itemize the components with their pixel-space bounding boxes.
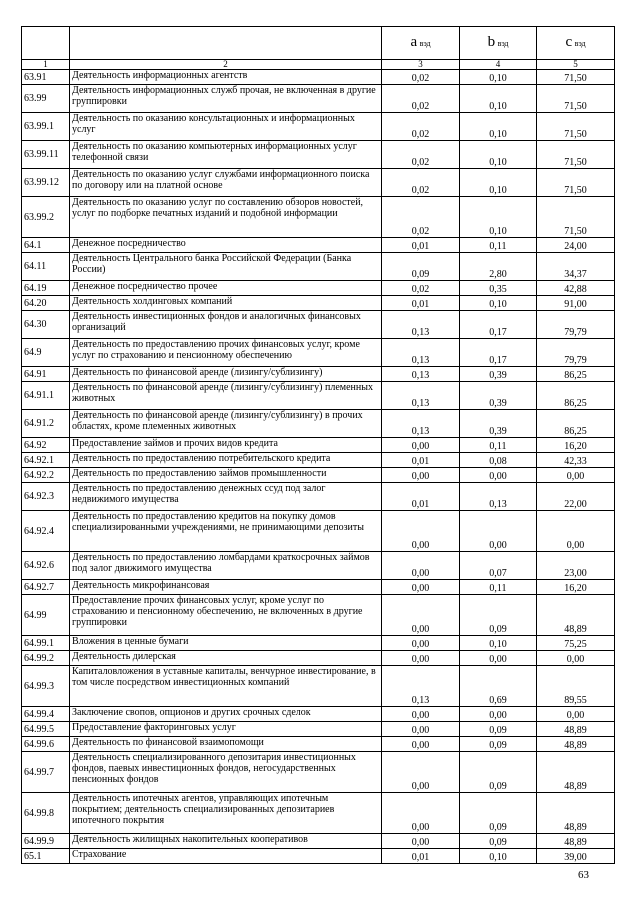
value-c: 79,79: [537, 311, 615, 339]
table-row: [22, 410, 615, 438]
activity-name: Деятельность по оказанию консультационных и информационных услуг: [70, 113, 382, 141]
activity-code: 64.99.9: [22, 834, 70, 849]
activity-code: 64.20: [22, 296, 70, 311]
activity-code: 64.99.7: [22, 752, 70, 793]
activity-name: Деятельность по финансовой аренде (лизингу/сублизингу): [70, 367, 382, 382]
value-b: 0,11: [460, 438, 537, 453]
value-b: 0,10: [460, 141, 537, 169]
column-index: 4: [460, 60, 537, 70]
value-b: 0,39: [460, 382, 537, 410]
table-row: [22, 511, 615, 552]
table-row: [22, 737, 615, 752]
value-a: 0,00: [382, 636, 460, 651]
table-row: [22, 367, 615, 382]
table-row: [22, 281, 615, 296]
activity-code: 63.99.1: [22, 113, 70, 141]
value-c: 0,00: [537, 707, 615, 722]
value-a: 0,13: [382, 311, 460, 339]
value-c: 71,50: [537, 70, 615, 85]
activity-code: 64.92.4: [22, 511, 70, 552]
activity-name: Деятельность по предоставлению денежных ссуд под залог недвижимого имущества: [70, 483, 382, 511]
table-row: [22, 707, 615, 722]
value-b: 0,09: [460, 834, 537, 849]
value-b: 0,10: [460, 197, 537, 238]
value-a: 0,01: [382, 483, 460, 511]
value-b: 0,10: [460, 636, 537, 651]
activity-name: Деятельность инвестиционных фондов и аналогичных финансовых организаций: [70, 311, 382, 339]
activity-code: 64.99.5: [22, 722, 70, 737]
column-index: 5: [537, 60, 615, 70]
table-row: [22, 580, 615, 595]
value-b: 0,10: [460, 113, 537, 141]
activity-name: Деятельность по предоставлению кредитов на покупку домов специализированными учреждениями, не принимающими депозиты: [70, 511, 382, 552]
value-a: 0,02: [382, 141, 460, 169]
value-c: 79,79: [537, 339, 615, 367]
column-index: 3: [382, 60, 460, 70]
table-row: [22, 468, 615, 483]
value-c: 48,89: [537, 722, 615, 737]
table-row: [22, 70, 615, 85]
value-a: 0,01: [382, 849, 460, 864]
activity-name: Страхование: [70, 849, 382, 864]
value-c: 23,00: [537, 552, 615, 580]
value-c: 91,00: [537, 296, 615, 311]
activity-name: Деятельность по предоставлению ломбардами краткосрочных займов под залог движимого имущества: [70, 552, 382, 580]
value-b: 0,17: [460, 311, 537, 339]
table-row: [22, 793, 615, 834]
activity-code: 63.99.12: [22, 169, 70, 197]
table-row: [22, 197, 615, 238]
value-a: 0,00: [382, 511, 460, 552]
value-a: 0,00: [382, 552, 460, 580]
value-a: 0,00: [382, 595, 460, 636]
value-a: 0,02: [382, 85, 460, 113]
value-c: 16,20: [537, 438, 615, 453]
value-a: 0,02: [382, 169, 460, 197]
table-row: [22, 666, 615, 707]
value-b: 0,11: [460, 580, 537, 595]
value-b: 0,13: [460, 483, 537, 511]
activity-name: Предоставление займов и прочих видов кредита: [70, 438, 382, 453]
value-a: 0,00: [382, 737, 460, 752]
value-a: 0,00: [382, 580, 460, 595]
activity-code: 64.99.1: [22, 636, 70, 651]
value-c: 16,20: [537, 580, 615, 595]
value-a: 0,13: [382, 367, 460, 382]
activity-code: 64.11: [22, 253, 70, 281]
value-c: 42,33: [537, 453, 615, 468]
value-c: 42,88: [537, 281, 615, 296]
value-b: 0,10: [460, 85, 537, 113]
table-row: [22, 253, 615, 281]
header-b-subscript: вэд: [497, 39, 509, 48]
activity-name: Деятельность микрофинансовая: [70, 580, 382, 595]
table-row: [22, 849, 615, 864]
value-b: 0,69: [460, 666, 537, 707]
table-row: [22, 483, 615, 511]
value-b: 0,00: [460, 707, 537, 722]
value-a: 0,00: [382, 752, 460, 793]
value-a: 0,02: [382, 113, 460, 141]
value-a: 0,13: [382, 666, 460, 707]
table-row: [22, 311, 615, 339]
activity-code: 64.92.2: [22, 468, 70, 483]
table-row: [22, 296, 615, 311]
table-row: [22, 339, 615, 367]
value-a: 0,02: [382, 197, 460, 238]
header-b-letter: b: [487, 34, 496, 50]
table-row: [22, 85, 615, 113]
value-b: 0,35: [460, 281, 537, 296]
activity-code: 63.99.11: [22, 141, 70, 169]
value-b: 0,00: [460, 468, 537, 483]
activity-code: 64.99.3: [22, 666, 70, 707]
value-c: 71,50: [537, 85, 615, 113]
table-row: [22, 834, 615, 849]
activity-name: Деятельность информационных агентств: [70, 70, 382, 85]
activity-code: 64.19: [22, 281, 70, 296]
header-a-letter: a: [410, 34, 418, 50]
value-c: 0,00: [537, 511, 615, 552]
table-row: [22, 722, 615, 737]
value-b: 0,17: [460, 339, 537, 367]
activity-name: Предоставление факторинговых услуг: [70, 722, 382, 737]
table-row: [22, 651, 615, 666]
table-row: [22, 453, 615, 468]
header-name-cell: [70, 27, 382, 60]
activity-name: Вложения в ценные бумаги: [70, 636, 382, 651]
table-row: [22, 438, 615, 453]
activity-name: Предоставление прочих финансовых услуг, кроме услуг по страхованию и пенсионному обеспечению, не включенных в другие группировки: [70, 595, 382, 636]
activity-code: 65.1: [22, 849, 70, 864]
activity-name: Капиталовложения в уставные капиталы, венчурное инвестирование, в том числе посредством инвестиционных компаний: [70, 666, 382, 707]
activity-code: 64.91: [22, 367, 70, 382]
activity-code: 64.99: [22, 595, 70, 636]
table-row: [22, 552, 615, 580]
value-a: 0,09: [382, 253, 460, 281]
activity-name: Денежное посредничество: [70, 238, 382, 253]
activity-name: Деятельность Центрального банка Российской Федерации (Банка России): [70, 253, 382, 281]
value-b: 0,00: [460, 651, 537, 666]
value-a: 0,00: [382, 651, 460, 666]
activity-code: 63.99: [22, 85, 70, 113]
activity-code: 64.99.6: [22, 737, 70, 752]
table-row: [22, 113, 615, 141]
activity-name: Деятельность по финансовой взаимопомощи: [70, 737, 382, 752]
activity-code: 64.99.2: [22, 651, 70, 666]
header-col-c: [537, 27, 615, 60]
table-row: [22, 752, 615, 793]
activity-code: 64.92.6: [22, 552, 70, 580]
activity-code: 64.92.3: [22, 483, 70, 511]
value-c: 22,00: [537, 483, 615, 511]
value-b: 0,39: [460, 367, 537, 382]
activity-name: Деятельность по предоставлению прочих финансовых услуг, кроме услуг по страхованию и пенсионному обеспечению: [70, 339, 382, 367]
value-b: 0,39: [460, 410, 537, 438]
value-b: 0,11: [460, 238, 537, 253]
value-c: 71,50: [537, 197, 615, 238]
value-c: 71,50: [537, 113, 615, 141]
activity-code: 64.99.4: [22, 707, 70, 722]
value-c: 24,00: [537, 238, 615, 253]
coefficients-table: [21, 26, 615, 864]
activity-name: Денежное посредничество прочее: [70, 281, 382, 296]
value-b: 0,07: [460, 552, 537, 580]
value-c: 86,25: [537, 382, 615, 410]
value-c: 71,50: [537, 169, 615, 197]
value-a: 0,02: [382, 281, 460, 296]
table-row: [22, 382, 615, 410]
table-row: [22, 595, 615, 636]
table-row: [22, 169, 615, 197]
value-b: 0,08: [460, 453, 537, 468]
activity-code: 64.92.1: [22, 453, 70, 468]
value-b: 0,00: [460, 511, 537, 552]
activity-name: Заключение свопов, опционов и других срочных сделок: [70, 707, 382, 722]
value-a: 0,01: [382, 296, 460, 311]
value-b: 0,10: [460, 169, 537, 197]
value-a: 0,02: [382, 70, 460, 85]
column-index: 2: [70, 60, 382, 70]
value-c: 34,37: [537, 253, 615, 281]
value-b: 0,10: [460, 296, 537, 311]
activity-code: 64.92.7: [22, 580, 70, 595]
column-index: 1: [22, 60, 70, 70]
header-c-letter: c: [565, 34, 573, 50]
value-a: 0,01: [382, 453, 460, 468]
value-a: 0,13: [382, 339, 460, 367]
activity-code: 64.99.8: [22, 793, 70, 834]
value-a: 0,00: [382, 793, 460, 834]
value-c: 48,89: [537, 752, 615, 793]
value-b: 0,10: [460, 849, 537, 864]
activity-code: 64.9: [22, 339, 70, 367]
value-c: 89,55: [537, 666, 615, 707]
activity-code: 64.91.2: [22, 410, 70, 438]
value-b: 0,09: [460, 722, 537, 737]
value-c: 0,00: [537, 468, 615, 483]
value-a: 0,13: [382, 382, 460, 410]
header-a-subscript: вэд: [419, 39, 431, 48]
column-index-row: [22, 60, 615, 70]
header-col-a: [382, 27, 460, 60]
activity-name: Деятельность ипотечных агентов, управляющих ипотечным покрытием; деятельность специализированных депозитариев ипотечного покрытия: [70, 793, 382, 834]
activity-name: Деятельность по оказанию компьютерных информационных услуг телефонной связи: [70, 141, 382, 169]
header-code-cell: [22, 27, 70, 60]
value-a: 0,00: [382, 722, 460, 737]
value-b: 0,09: [460, 595, 537, 636]
activity-code: 64.91.1: [22, 382, 70, 410]
value-b: 0,09: [460, 737, 537, 752]
value-a: 0,00: [382, 438, 460, 453]
activity-name: Деятельность по предоставлению потребительского кредита: [70, 453, 382, 468]
activity-code: 64.30: [22, 311, 70, 339]
value-a: 0,01: [382, 238, 460, 253]
activity-code: 63.99.2: [22, 197, 70, 238]
value-c: 75,25: [537, 636, 615, 651]
value-a: 0,13: [382, 410, 460, 438]
value-c: 39,00: [537, 849, 615, 864]
value-c: 71,50: [537, 141, 615, 169]
value-b: 0,09: [460, 793, 537, 834]
value-a: 0,00: [382, 707, 460, 722]
table-row: [22, 636, 615, 651]
value-c: 48,89: [537, 793, 615, 834]
activity-name: Деятельность специализированного депозитария инвестиционных фондов, паевых инвестиционных фондов, негосударственных пенсионных фондов: [70, 752, 382, 793]
activity-name: Деятельность по оказанию услуг по составлению обзоров новостей, услуг по подборке печатных изданий и подобной информации: [70, 197, 382, 238]
activity-name: Деятельность холдинговых компаний: [70, 296, 382, 311]
activity-name: Деятельность дилерская: [70, 651, 382, 666]
value-c: 86,25: [537, 410, 615, 438]
value-b: 2,80: [460, 253, 537, 281]
value-b: 0,10: [460, 70, 537, 85]
header-row: [22, 27, 615, 60]
value-a: 0,00: [382, 834, 460, 849]
value-c: 48,89: [537, 737, 615, 752]
activity-name: Деятельность по оказанию услуг службами информационного поиска по договору или на платной основе: [70, 169, 382, 197]
activity-name: Деятельность жилищных накопительных кооперативов: [70, 834, 382, 849]
value-c: 0,00: [537, 651, 615, 666]
activity-code: 63.91: [22, 70, 70, 85]
header-c-subscript: вэд: [574, 39, 586, 48]
value-c: 86,25: [537, 367, 615, 382]
value-a: 0,00: [382, 468, 460, 483]
value-c: 48,89: [537, 834, 615, 849]
activity-name: Деятельность по финансовой аренде (лизингу/сублизингу) в прочих областях, кроме племенных животных: [70, 410, 382, 438]
value-b: 0,09: [460, 752, 537, 793]
table-row: [22, 141, 615, 169]
page-number: 63: [578, 869, 589, 881]
activity-name: Деятельность информационных служб прочая, не включенная в другие группировки: [70, 85, 382, 113]
value-c: 48,89: [537, 595, 615, 636]
activity-code: 64.1: [22, 238, 70, 253]
activity-name: Деятельность по финансовой аренде (лизингу/сублизингу) племенных животных: [70, 382, 382, 410]
activity-code: 64.92: [22, 438, 70, 453]
header-col-b: [460, 27, 537, 60]
activity-name: Деятельность по предоставлению займов промышленности: [70, 468, 382, 483]
table-row: [22, 238, 615, 253]
